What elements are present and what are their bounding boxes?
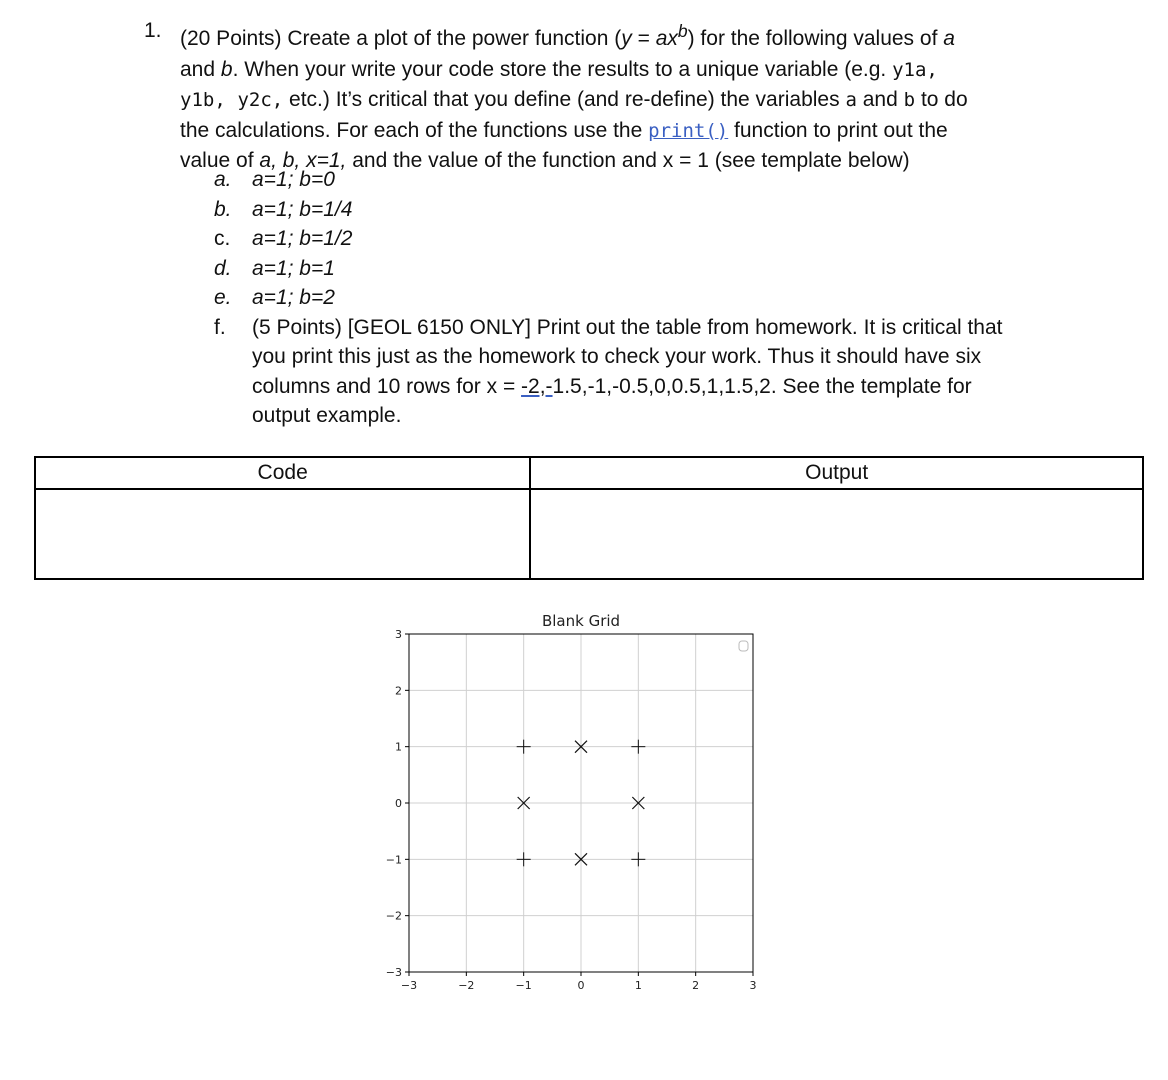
- formula-exponent: b: [677, 21, 688, 41]
- sub-item-d: [214, 254, 1074, 284]
- y-tick-label: 3: [395, 628, 402, 641]
- sub-item-a: [214, 165, 1074, 195]
- code-output-table: [34, 456, 1144, 580]
- line3-text: etc.) It’s critical that you define (and re-define) the variables: [289, 88, 840, 111]
- code-cell[interactable]: [35, 489, 530, 579]
- code-b: b: [903, 89, 916, 111]
- intro-end: ) for the following values of: [687, 27, 944, 50]
- sub-item-text: a=1; b=1/4: [252, 197, 353, 221]
- line4b-text: function to print out the: [734, 118, 948, 142]
- formula-eq: =: [631, 27, 656, 50]
- blank-grid-chart: [360, 600, 780, 1000]
- x-tick-label: −2: [458, 979, 475, 992]
- sub-item-label: f.: [214, 315, 226, 339]
- sub-item-b: [214, 195, 1074, 225]
- and-word-2: and: [862, 88, 898, 111]
- sub-item-f-line1: (5 Points) [GEOL 6150 ONLY] Print out the table from homework. It is critical that: [252, 315, 1003, 339]
- y-tick-label: −3: [385, 966, 402, 979]
- and-word: and: [180, 57, 216, 81]
- y-tick-label: −2: [385, 909, 402, 923]
- x-tick-label: 3: [749, 979, 757, 992]
- plus-marker: [517, 740, 531, 754]
- x-tick-label: 1: [634, 979, 642, 992]
- line5b-text: and the value of the function and x = 1 (see template below): [352, 149, 910, 172]
- plus-marker: [631, 740, 645, 754]
- table-row: [35, 489, 1143, 579]
- line5a-text: value of: [180, 149, 254, 172]
- code-y1b: y1b,: [180, 89, 226, 111]
- formula-ax: ax: [655, 27, 678, 50]
- sub-items: [214, 165, 1074, 431]
- code-y1a: y1a,: [892, 58, 938, 81]
- sub-item-f-line2: you print this just as the homework to check your work. Thus it should have six: [252, 345, 982, 368]
- formula-y: y: [621, 27, 632, 50]
- output-cell[interactable]: [530, 489, 1143, 579]
- intro-text: Create a plot of the power function (: [287, 27, 622, 50]
- sub-item-f-line3a: columns and 10 rows for x =: [252, 374, 522, 398]
- sub-item-f-line3b: 1.5,-1,-0.5,0,0.5,1,1.5,2. See the template for: [552, 374, 972, 398]
- points-label: (20 Points): [180, 27, 282, 50]
- sub-item-label: d.: [214, 256, 232, 280]
- sub-item-text: a=1; b=1: [252, 256, 335, 280]
- question-number: 1.: [144, 19, 162, 42]
- sub-item-text: a=1; b=2: [252, 286, 335, 309]
- var-b: b: [220, 57, 233, 81]
- y-tick-label: 2: [395, 684, 402, 698]
- sub-item-c: [214, 224, 1074, 254]
- sub-item-label: b.: [214, 197, 232, 221]
- print-function-link[interactable]: print(): [648, 119, 729, 142]
- y-tick-label: 1: [395, 740, 402, 754]
- plus-marker: [631, 852, 645, 866]
- question-text: [180, 16, 1050, 177]
- sub-item-text: a=1; b=1/2: [252, 227, 353, 250]
- sub-item-f-line4: output example.: [252, 404, 402, 427]
- chart-title: Blank Grid: [541, 612, 621, 630]
- output-header: Output: [530, 457, 1143, 489]
- sub-item-f-underlined: -2,-: [521, 374, 553, 398]
- sub-item-f: [214, 313, 1074, 431]
- sub-item-label: c.: [214, 227, 231, 250]
- var-a: a: [943, 27, 955, 50]
- x-tick-label: −1: [515, 979, 532, 992]
- sub-item-e: [214, 283, 1074, 313]
- code-header: Code: [35, 457, 530, 489]
- sub-item-label: a.: [214, 168, 232, 191]
- code-a: a: [845, 89, 857, 111]
- code-y2c: y2c,: [237, 89, 284, 111]
- x-tick-label: −3: [400, 979, 418, 992]
- sub-item-label: e.: [214, 286, 232, 309]
- to-do-text: to do: [920, 88, 968, 111]
- y-tick-label: −1: [385, 853, 402, 867]
- x-tick-label: 2: [692, 979, 700, 992]
- plus-marker: [517, 852, 531, 866]
- line5-vars: a, b, x=1,: [259, 149, 347, 172]
- y-tick-label: 0: [395, 797, 402, 810]
- chart-ticks: [386, 628, 757, 992]
- table-header-row: [35, 457, 1143, 489]
- sub-item-text: a=1; b=0: [252, 168, 335, 191]
- chart-grid: [409, 634, 753, 972]
- x-tick-label: 0: [577, 979, 585, 992]
- line2-text: . When your write your code store the results to a unique variable (e.g.: [232, 57, 893, 81]
- line4-text: the calculations. For each of the functions use the: [180, 118, 643, 142]
- legend-box: [739, 641, 748, 651]
